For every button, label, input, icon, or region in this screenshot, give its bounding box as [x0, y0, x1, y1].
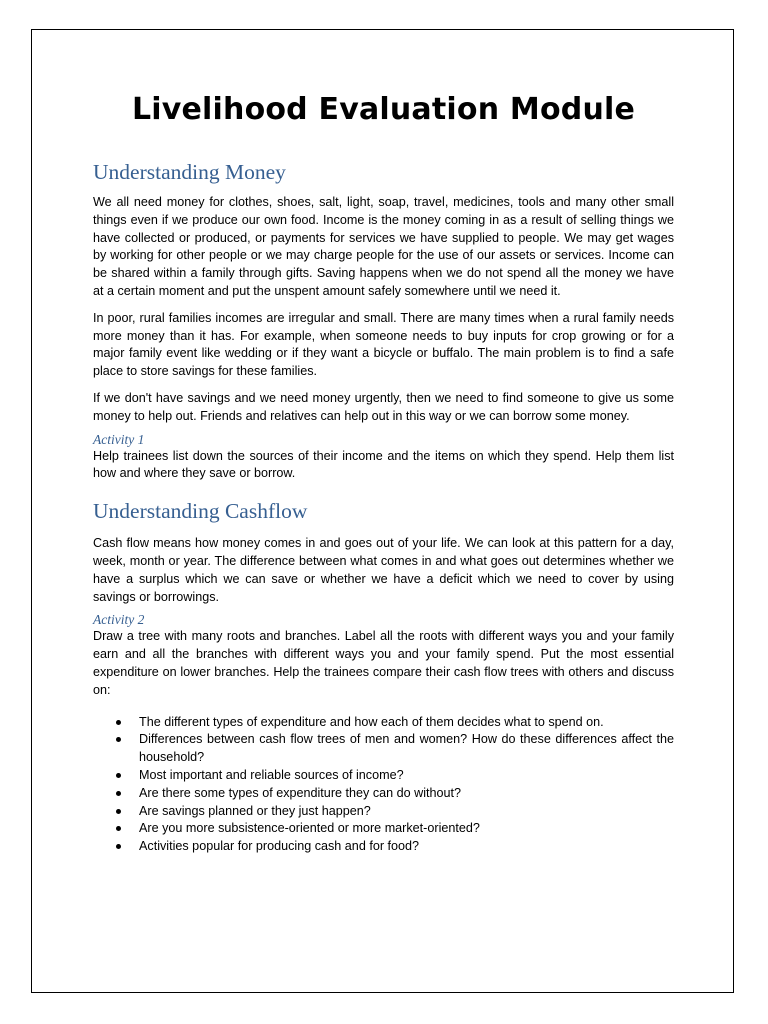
document-title: Livelihood Evaluation Module [131, 92, 636, 127]
bullet-icon [116, 737, 121, 742]
section-heading: Understanding Money [93, 160, 286, 184]
list-item [93, 714, 674, 732]
paragraph: We all need money for clothes, shoes, salt, light, soap, travel, medicines, tools and many other small things even if we produce our own food. Income is the money coming in as a result of selling things we have collected or produced, or payments for services we have supplied to people. We may get wages by working for other people or we may charge people for the use of our assets or services. Income can be shared within a family through gifts. Saving happens when we do not spend all the money we have at a certain moment and put the unspent amount safely somewhere until we need it. [93, 195, 674, 298]
list-item [93, 731, 674, 767]
list-item-text: Activities popular for producing cash and for food? [139, 839, 420, 854]
bullet-icon [116, 809, 121, 814]
list-item [93, 803, 674, 821]
list-item-text: Most important and reliable sources of income? [139, 767, 404, 782]
bullet-icon [116, 791, 121, 796]
bullet-icon [116, 826, 121, 831]
activity-label: Activity 2 [93, 612, 145, 628]
list-item [93, 838, 674, 856]
bullet-icon [116, 773, 121, 778]
paragraph: If we don't have savings and we need money urgently, then we need to find someone to give us some money to help out. Friends and relatives can help out in this way or we can borrow some money. [93, 390, 674, 423]
list-item-text: The different types of expenditure and how each of them decides what to spend on. [139, 714, 604, 729]
section-understanding-money [93, 158, 674, 483]
document-body [93, 88, 674, 856]
list-item-text: Are there some types of expenditure they can do without? [139, 785, 462, 800]
bullet-icon [116, 844, 121, 849]
list-item-text: Are you more subsistence-oriented or more market-oriented? [139, 821, 480, 836]
activity-text: Draw a tree with many roots and branches. Label all the roots with different ways you and your family earn and all the branches with different ways you and your family spend. Put the most essential expenditure on lower branches. Help the trainees compare their cash flow trees with others and discuss on: [93, 629, 674, 697]
list-item-text: Differences between cash flow trees of men and women? How do these differences affect the household? [139, 732, 674, 765]
paragraph: Cash flow means how money comes in and goes out of your life. We can look at this pattern for a day, week, month or year. The difference between what comes in and what goes out determines whether we have a surplus which we can save or whether we have a deficit which we need to cover by using savings or borrowings. [93, 536, 674, 604]
activity-label: Activity 1 [93, 431, 145, 447]
list-item [93, 767, 674, 785]
list-item-text: Are savings planned or they just happen? [139, 803, 371, 818]
discussion-list [93, 714, 674, 856]
list-item [93, 785, 674, 803]
list-item [93, 820, 674, 838]
paragraph: In poor, rural families incomes are irregular and small. There are many times when a rural family needs more money than it has. For example, when someone needs to buy inputs for crop growing or for a major family event like wedding or if they want a bicycle or buffalo. The main problem is to find a safe place to store savings for these families. [93, 310, 674, 379]
section-understanding-cashflow [93, 497, 674, 856]
bullet-icon [116, 720, 121, 725]
activity-text: Help trainees list down the sources of their income and the items on which they spend. Help them list how and where they save or borrow. [93, 448, 674, 481]
section-heading: Understanding Cashflow [93, 499, 308, 524]
